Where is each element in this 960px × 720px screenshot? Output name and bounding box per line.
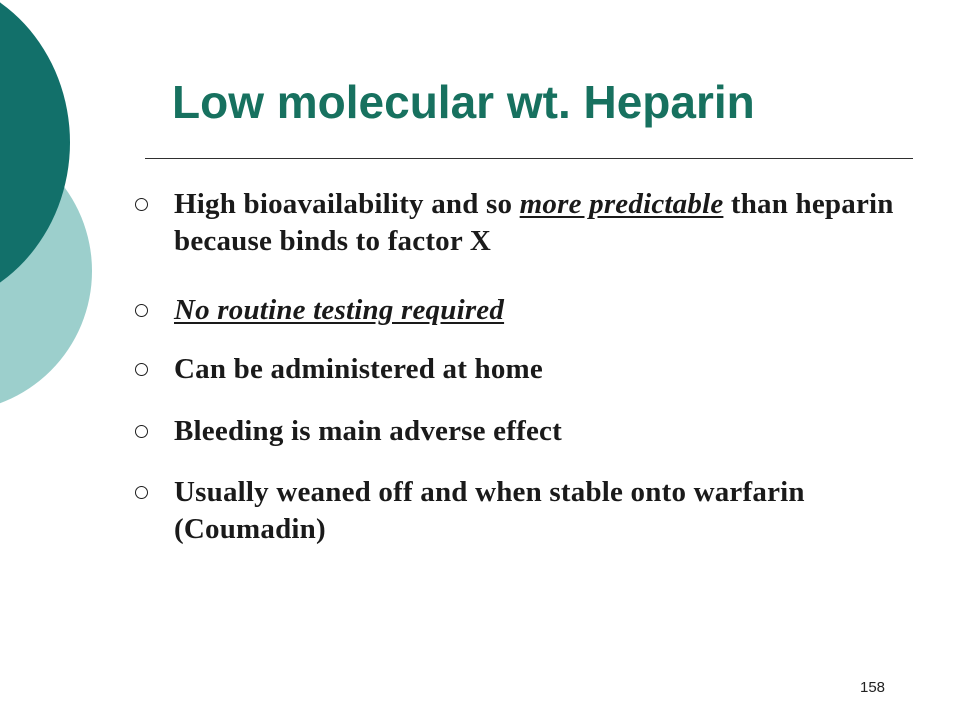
hollow-circle-icon bbox=[135, 363, 148, 376]
bullet-text bbox=[174, 292, 894, 329]
page-number: 158 bbox=[860, 679, 886, 696]
hollow-circle-icon bbox=[135, 486, 148, 499]
bullet-text: Usually weaned off and when stable onto warfarin (Coumadin) bbox=[174, 476, 805, 545]
bullet-text: Bleeding is main adverse effect bbox=[174, 415, 562, 447]
hollow-circle-icon bbox=[135, 425, 148, 438]
hollow-circle-icon bbox=[135, 304, 148, 317]
bullet-text-part: than heparin because binds to factor X bbox=[174, 188, 894, 257]
bullet-text: Can be administered at home bbox=[174, 353, 543, 385]
title-divider bbox=[145, 158, 913, 159]
slide-title: Low molecular wt. Heparin bbox=[172, 76, 755, 128]
bullet-emphasis: more predictable bbox=[519, 188, 724, 220]
hollow-circle-icon bbox=[135, 198, 148, 211]
bullet-text bbox=[174, 186, 894, 260]
bullet-text-part: High bioavailability and so bbox=[174, 188, 520, 220]
bullet-emphasis: No routine testing required bbox=[174, 294, 505, 326]
